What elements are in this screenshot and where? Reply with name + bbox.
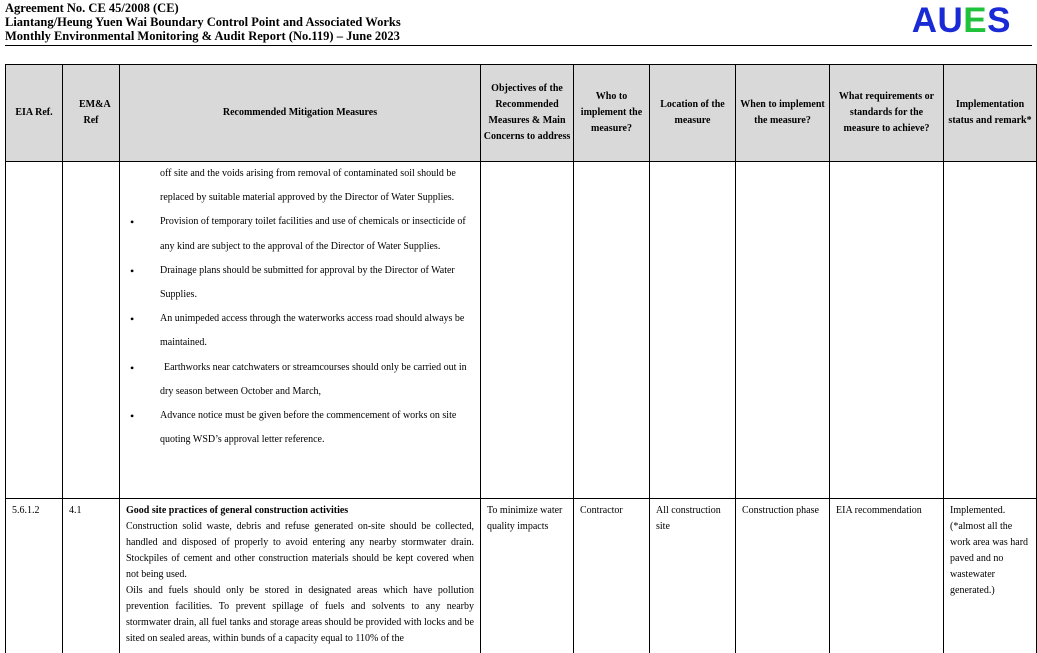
mitigation-measures-table bbox=[5, 64, 1037, 653]
measure-paragraph: Oils and fuels should only be stored in designated areas which have pollution prevention facilities. To prevent spillage of fuels and solvents to any nearby stormwater drain, all fuel tanks and storage areas should be provided with locks and be sited on sealed areas, within bunds of a capacity equal to 110% of the bbox=[126, 583, 474, 647]
measure-title: Good site practices of general construction activities bbox=[126, 505, 348, 516]
col-status: Implementation status and remark* bbox=[944, 65, 1037, 162]
list-item: • Drainage plans should be submitted for approval by the Director of Water Supplies. bbox=[120, 259, 480, 307]
col-location: Location of the measure bbox=[650, 65, 736, 162]
list-item: • An unimpeded access through the waterworks access road should always be maintained. bbox=[120, 307, 480, 355]
ema-ref-cell: 4.1 bbox=[63, 499, 120, 653]
measures-cell bbox=[120, 499, 481, 653]
list-item: • Advance notice must be given before the commencement of works on site quoting WSD’s approval letter reference. bbox=[120, 404, 480, 452]
aues-logo: AUES bbox=[912, 2, 1011, 40]
continued-text: off site and the voids arising from removal of contaminated soil should be replaced by suitable material approved by the Director of Water Supplies. bbox=[120, 162, 480, 210]
list-item: • Earthworks near catchwaters or streamcourses should only be carried out in dry season between October and March, bbox=[120, 356, 480, 404]
col-mitigation-measures: Recommended Mitigation Measures bbox=[120, 65, 481, 162]
table-header-row bbox=[6, 65, 1037, 162]
bullet-icon: • bbox=[130, 259, 134, 283]
col-eia-ref: EIA Ref. bbox=[6, 65, 63, 162]
col-requirements: What requirements or standards for the measure to achieve? bbox=[830, 65, 944, 162]
bullet-icon: • bbox=[130, 307, 134, 331]
who-cell: Contractor bbox=[574, 499, 650, 653]
col-when: When to implement the measure? bbox=[736, 65, 830, 162]
location-cell: All construction site bbox=[650, 499, 736, 653]
table-row bbox=[6, 162, 1037, 499]
project-title: Liantang/Heung Yuen Wai Boundary Control Point and Associated Works bbox=[5, 15, 401, 29]
table-row bbox=[6, 499, 1037, 653]
document-header bbox=[5, 1, 401, 43]
bullet-icon: • bbox=[130, 404, 134, 428]
agreement-number: Agreement No. CE 45/2008 (CE) bbox=[5, 1, 401, 15]
col-objectives: Objectives of the Recommended Measures & Main Concerns to address bbox=[481, 65, 574, 162]
when-cell: Construction phase bbox=[736, 499, 830, 653]
list-item: • Provision of temporary toilet facilities and use of chemicals or insecticide of any kind are subject to the approval of the Director of Water Supplies. bbox=[120, 210, 480, 258]
bullet-icon: • bbox=[130, 210, 134, 234]
requirements-cell: EIA recommendation bbox=[830, 499, 944, 653]
measure-paragraph: Construction solid waste, debris and refuse generated on-site should be collected, handled and disposed of properly to avoid entering any nearby stormwater drain. Stockpiles of cement and other construction materials should be kept covered when not being used. bbox=[126, 519, 474, 583]
report-title: Monthly Environmental Monitoring & Audit Report (No.119) – June 2023 bbox=[5, 29, 401, 43]
col-ema-ref: EM&A Ref bbox=[63, 65, 120, 162]
col-who: Who to implement the measure? bbox=[574, 65, 650, 162]
header-divider bbox=[5, 45, 1032, 46]
eia-ref-cell: 5.6.1.2 bbox=[6, 499, 63, 653]
objectives-cell: To minimize water quality impacts bbox=[481, 499, 574, 653]
bullet-icon: • bbox=[130, 356, 134, 380]
status-cell: Implemented. (*almost all the work area was hard paved and no wastewater generated.) bbox=[944, 499, 1037, 653]
continued-measures-cell bbox=[120, 162, 481, 499]
